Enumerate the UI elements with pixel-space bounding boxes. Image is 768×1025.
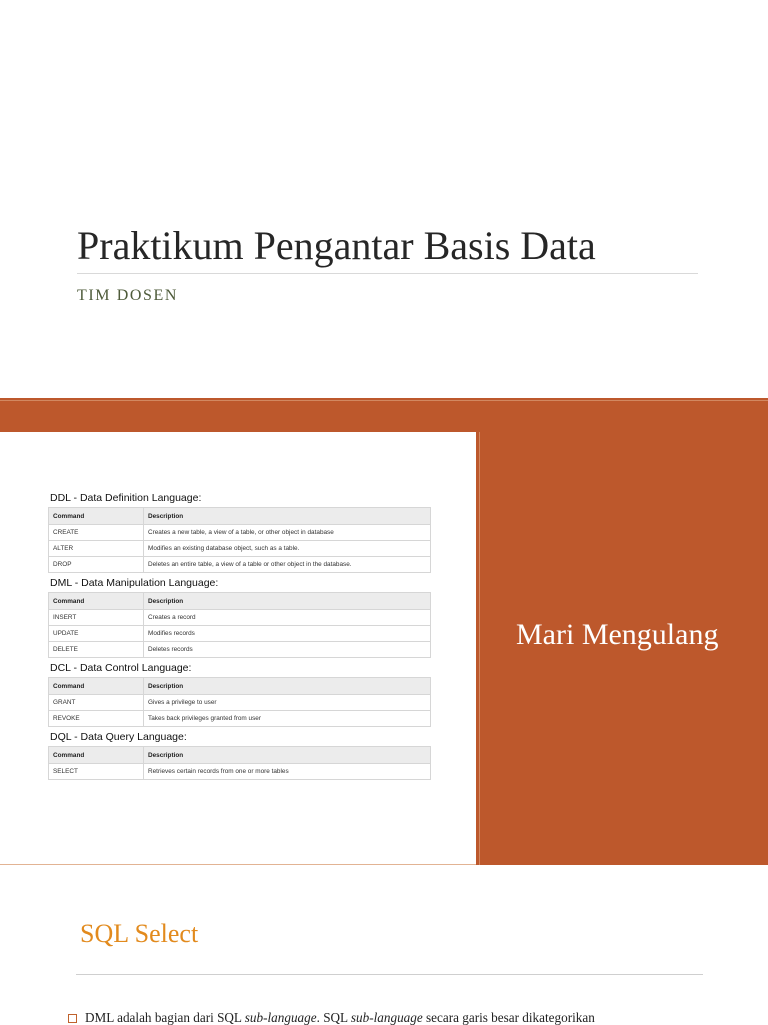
section-title-dql: DQL - Data Query Language: [50,731,187,743]
bullet-text: DML adalah bagian dari SQL [85,1011,245,1025]
dml-table [48,592,431,658]
table-row [49,711,431,727]
slide-side-panel [476,432,768,865]
bullet-text: . SQL [316,1011,351,1025]
command-cell: UPDATE [49,626,144,642]
dql-table [48,746,431,780]
table-header-row [49,747,431,764]
table-row [49,541,431,557]
column-header: Description [144,678,431,695]
section-title-dcl: DCL - Data Control Language: [50,662,192,674]
bullet-paragraph [68,1011,718,1025]
bullet-emphasis: sub-language [350,1011,423,1025]
command-cell: DELETE [49,642,144,658]
column-header: Description [144,593,431,610]
table-row [49,610,431,626]
table-row [49,525,431,541]
description-cell: Retrieves certain records from one or more tables [144,764,431,780]
dcl-table [48,677,431,727]
side-panel-edge [479,432,480,865]
description-cell: Modifies an existing database object, such as a table. [144,541,431,557]
column-header: Command [49,508,144,525]
description-cell: Deletes records [144,642,431,658]
table-row [49,626,431,642]
review-slide [0,398,768,865]
hollow-square-bullet-icon [68,1014,77,1023]
table-row [49,764,431,780]
ddl-table [48,507,431,573]
title-divider [77,273,698,274]
review-heading: Mari Mengulang [516,618,719,651]
command-cell: REVOKE [49,711,144,727]
sql-select-slide [0,865,768,1024]
command-cell: CREATE [49,525,144,541]
table-header-row [49,678,431,695]
column-header: Command [49,593,144,610]
bullet-emphasis: sub-language [244,1011,317,1025]
column-header: Command [49,747,144,764]
description-cell: Takes back privileges granted from user [144,711,431,727]
description-cell: Modifies records [144,626,431,642]
sql-command-reference [48,490,432,782]
table-header-row [49,593,431,610]
slide-title: SQL Select [80,919,199,948]
bullet-text: secara garis besar dikategorikan [422,1011,595,1025]
section-title-ddl: DDL - Data Definition Language: [50,492,202,504]
section-title-dml: DML - Data Manipulation Language: [50,577,219,589]
column-header: Description [144,508,431,525]
presentation-title: Praktikum Pengantar Basis Data [77,223,596,268]
slide-header-bar [0,398,768,432]
table-row [49,557,431,573]
command-cell: SELECT [49,764,144,780]
table-row [49,642,431,658]
command-cell: ALTER [49,541,144,557]
presentation-subtitle: TIM DOSEN [77,287,179,304]
table-row [49,695,431,711]
header-bar-highlight [0,400,768,401]
table-header-row [49,508,431,525]
description-cell: Creates a new table, a view of a table, or other object in database [144,525,431,541]
command-cell: GRANT [49,695,144,711]
command-cell: DROP [49,557,144,573]
description-cell: Gives a privilege to user [144,695,431,711]
title-slide [0,0,768,398]
column-header: Description [144,747,431,764]
command-cell: INSERT [49,610,144,626]
column-header: Command [49,678,144,695]
title-divider [76,974,703,975]
description-cell: Creates a record [144,610,431,626]
description-cell: Deletes an entire table, a view of a table or other object in the database. [144,557,431,573]
